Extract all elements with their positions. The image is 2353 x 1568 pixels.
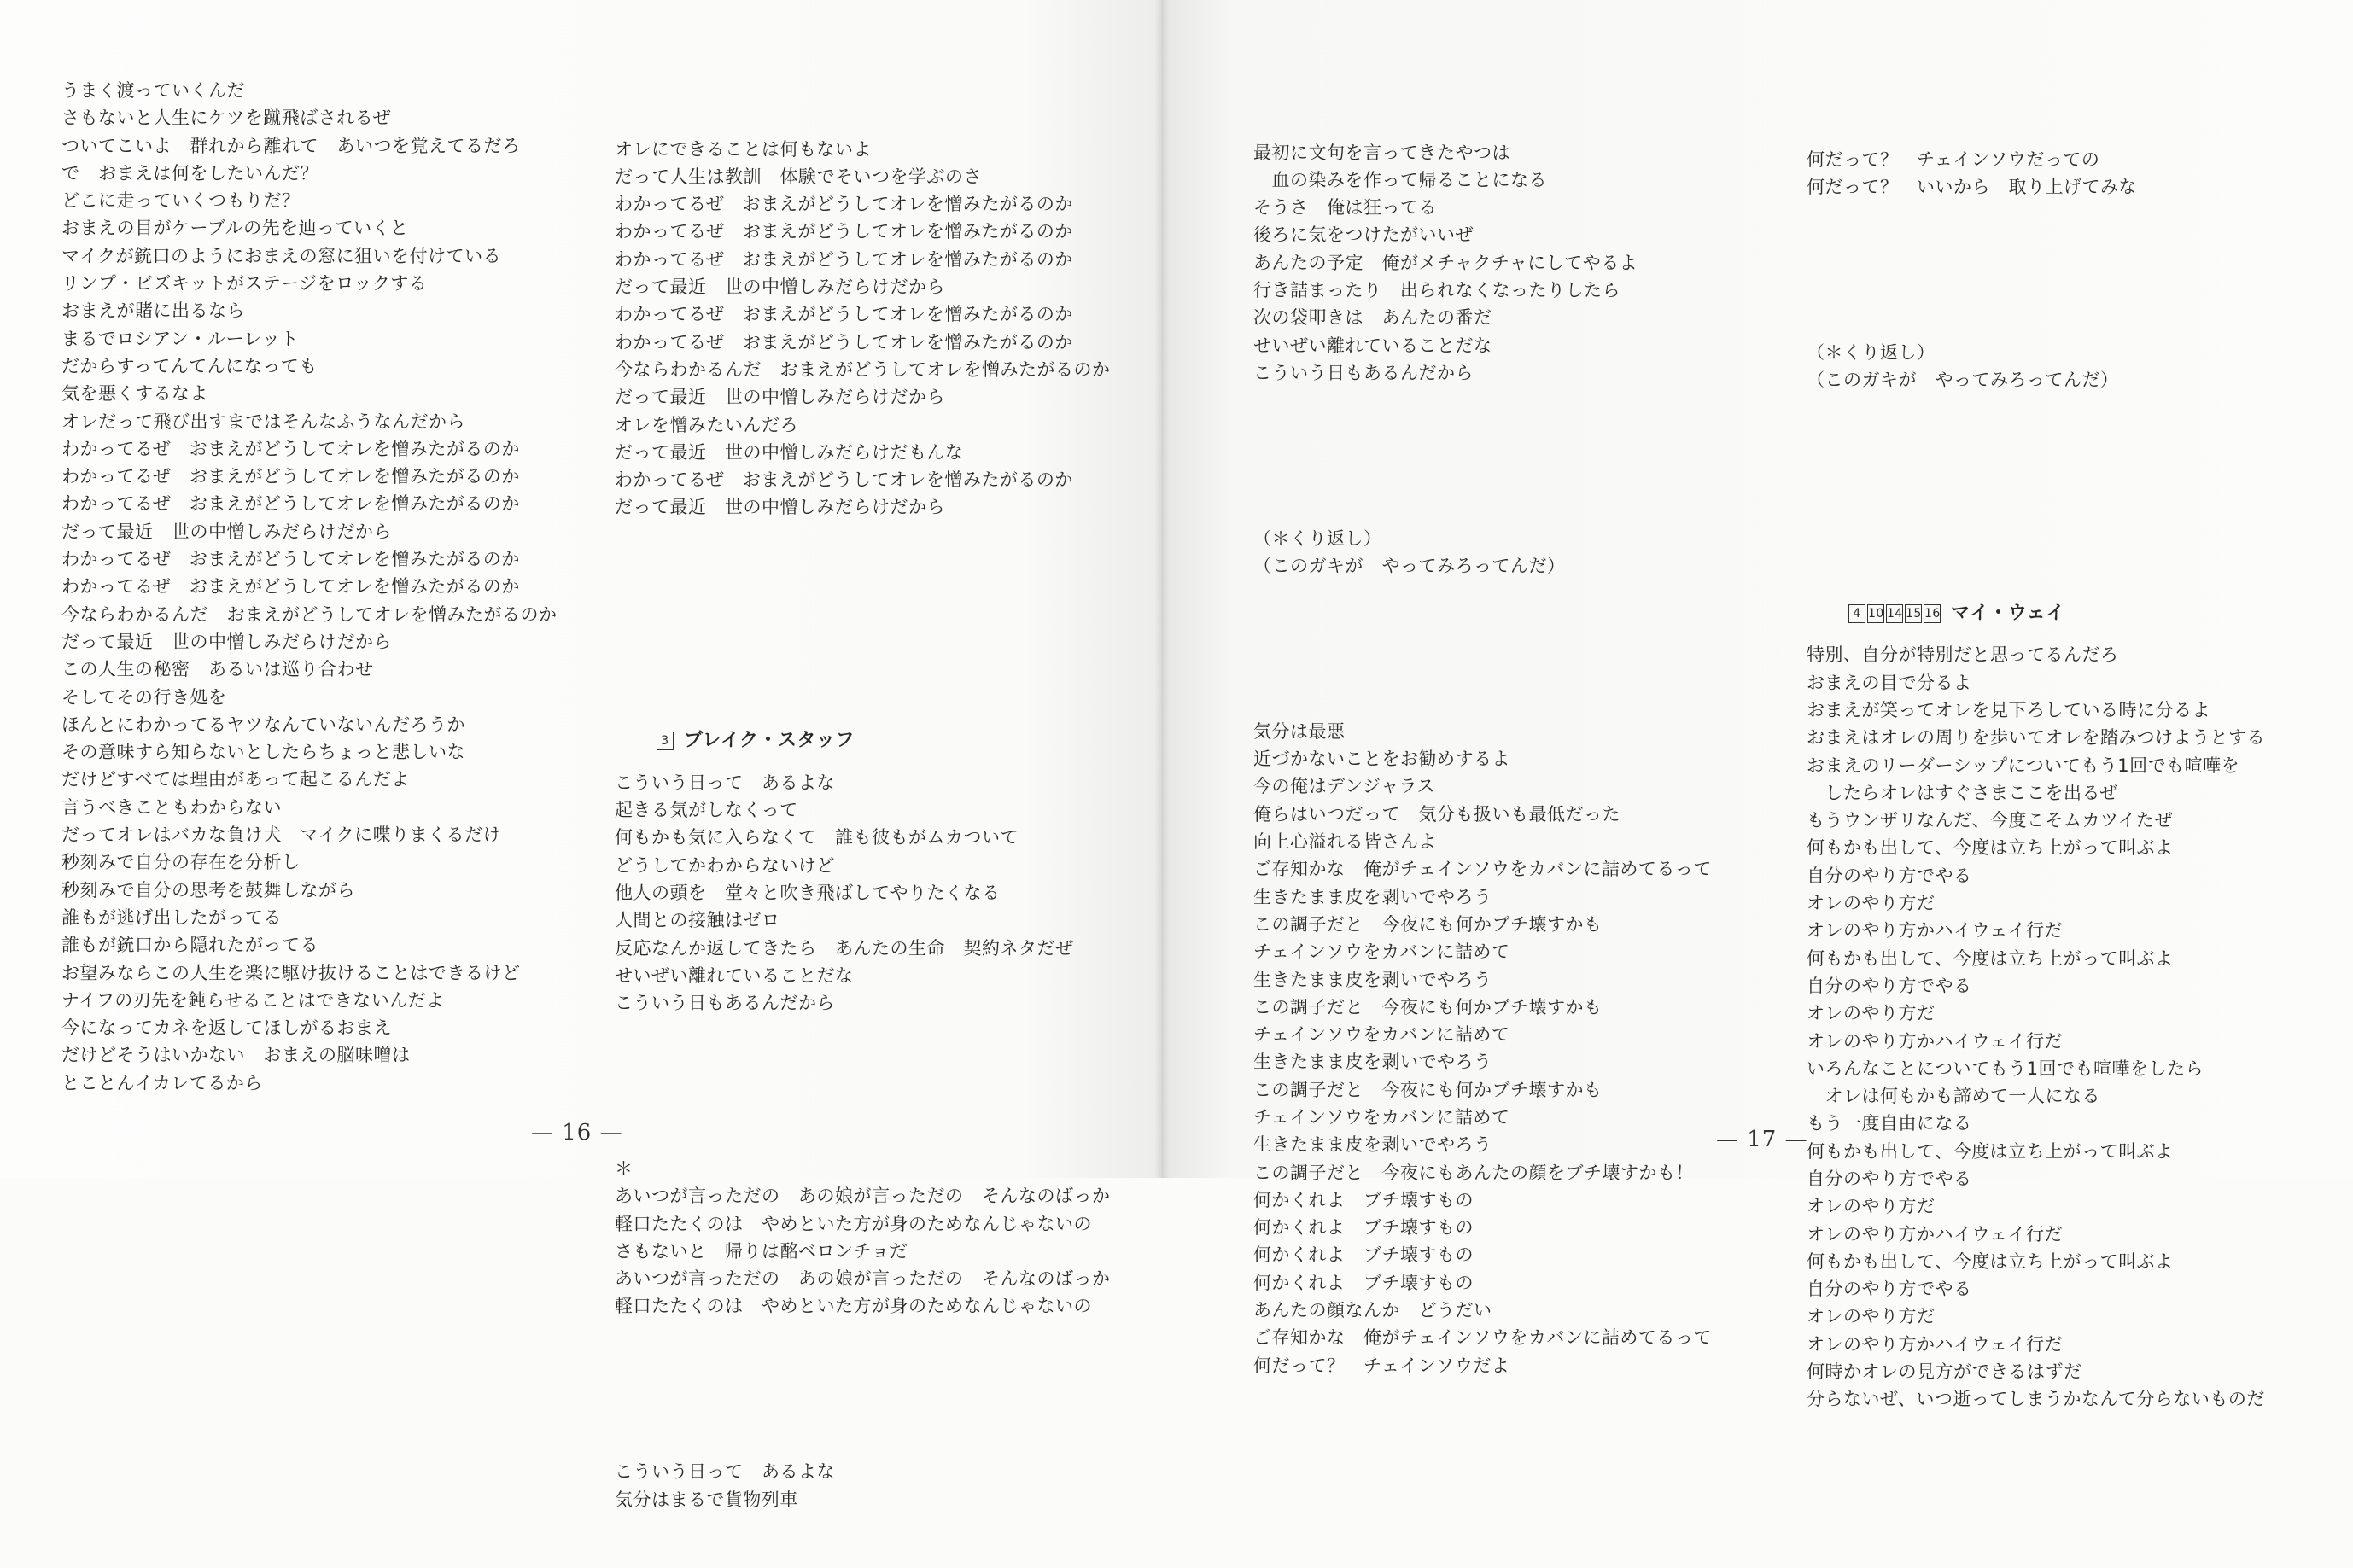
track-number-box: 14 <box>1886 604 1903 623</box>
lyric-line: 言うべきこともわからない <box>61 796 282 818</box>
lyrics-block <box>1807 339 2265 394</box>
lyric-line: 行き詰まったり 出られなくなったりしたら <box>1253 280 1620 301</box>
lyric-line: 俺らはいつだって 気分も扱いも最低だった <box>1253 803 1620 825</box>
lyric-line: 軽口たたくのは やめといた方が身のためなんじゃないの <box>615 1213 1092 1234</box>
lyric-line: 何もかも気に入らなくて 誰も彼もがムカついて <box>615 827 1019 848</box>
lyric-line: もうウンザリなんだ、今度こそムカツイたぜ <box>1807 810 2173 831</box>
lyric-line: 分らないぜ、いつ逝ってしまうかなんて分らないものだ <box>1807 1389 2265 1410</box>
lyric-line: ご存知かな 俺がチェインソウをカバンに詰めてるって <box>1253 1327 1712 1349</box>
lyric-line: わかってるぜ おまえがどうしてオレを憎みたがるのか <box>615 194 1073 215</box>
lyric-line: 最初に文句を言ってきたやつは <box>1253 142 1510 163</box>
lyric-line: そしてその行き処を <box>61 686 227 708</box>
lyric-line: わかってるぜ おまえがどうしてオレを憎みたがるのか <box>615 221 1073 242</box>
lyric-line: いろんなことについてもう1回でも喧嘩をしたら <box>1807 1058 2204 1079</box>
lyric-line: だって最近 世の中憎しみだらけだから <box>615 497 945 518</box>
lyric-line: ナイフの刃先を鈍らせることはできないんだよ <box>61 989 445 1011</box>
lyric-line: さもないと 帰りは酩ベロンチョだ <box>615 1240 908 1262</box>
lyric-line: 今になってカネを返してほしがるおまえ <box>61 1017 392 1039</box>
lyric-line: オレにできることは何もないよ <box>615 138 872 160</box>
lyric-line: おまえの目で分るよ <box>1807 672 1972 693</box>
lyrics-block <box>1253 525 1712 580</box>
lyric-line: まるでロシアン・ルーレット <box>61 328 299 349</box>
track-number-box: 15 <box>1905 604 1922 623</box>
lyric-line: 何もかも出して、今度は立ち上がって叫ぶよ <box>1807 947 2174 969</box>
lyrics-block <box>615 1155 1111 1320</box>
lyric-line: こういう日もあるんだから <box>615 993 835 1014</box>
lyric-line: 次の袋叩きは あんたの番だ <box>1253 307 1492 329</box>
lyric-line: 何時かオレの見方ができるはずだ <box>1807 1361 2082 1383</box>
lyric-line: だってオレはバカな負け犬 マイクに喋りまくるだけ <box>61 825 502 846</box>
lyric-line: おまえはオレの周りを歩いてオレを踏みつけようとする <box>1807 727 2266 749</box>
song-heading-my-way <box>1807 532 2265 624</box>
lyric-line: そうさ 俺は狂ってる <box>1253 197 1437 219</box>
lyric-line: 秒刻みで自分の思考を鼓舞しながら <box>61 879 355 901</box>
lyric-line: だって最近 世の中憎しみだらけだから <box>615 277 945 298</box>
lyric-line: チェインソウをカバンに詰めて <box>1253 1024 1510 1046</box>
lyric-line: 気を悪くするなよ <box>61 383 208 405</box>
lyrics-block <box>1253 718 1712 1379</box>
lyric-line: 反応なんか返してきたら あんたの生命 契約ネタだぜ <box>615 937 1074 959</box>
lyric-line: したらオレはすぐさまここを出るぜ <box>1807 782 2118 803</box>
track-number-box: 4 <box>1848 604 1865 623</box>
lyric-line: 生きたまま皮を剥いでやろう <box>1253 1052 1492 1073</box>
lyric-line: オレのやり方だ <box>1807 893 1936 914</box>
lyric-line: 何だって？ いいから 取り上げてみな <box>1807 176 2137 197</box>
lyric-line: （このガキが やってみろってんだ） <box>1807 369 2119 390</box>
lyric-line: この調子だと 今夜にも何かブチ壊すかも <box>1253 1079 1603 1100</box>
lyric-line: この調子だと 今夜にも何かブチ壊すかも <box>1253 913 1603 935</box>
lyric-line: 向上心溢れる皆さんよ <box>1253 831 1437 853</box>
lyric-line: 何かくれよ ブチ壊すもの <box>1253 1244 1474 1266</box>
lyric-line: 誰もが銃口から隠れたがってる <box>61 935 318 956</box>
page-number-17: — 17 — <box>1716 1127 1808 1152</box>
lyric-line: だけどすべては理由があって起こるんだよ <box>61 769 410 790</box>
lyric-line: おまえが賭に出るなら <box>61 300 245 322</box>
lyric-line: わかってるぜ おまえがどうしてオレを憎みたがるのか <box>61 466 520 487</box>
lyric-line: わかってるぜ おまえがどうしてオレを憎みたがるのか <box>615 304 1073 325</box>
lyric-line: 自分のやり方でやる <box>1807 1168 1972 1189</box>
lyric-line: 起きる気がしなくって <box>615 800 798 821</box>
lyric-line: オレだって飛び出すまではそんなふうなんだから <box>61 411 465 432</box>
lyric-line: こういう日って あるよな <box>615 772 835 793</box>
lyric-line: おまえのリーダーシップについてもう1回でも喧嘩を <box>1807 755 2240 776</box>
lyrics-block <box>615 1458 1111 1513</box>
lyric-line: わかってるぜ おまえがどうしてオレを憎みたがるのか <box>61 493 520 515</box>
lyric-line: わかってるぜ おまえがどうしてオレを憎みたがるのか <box>61 549 520 570</box>
lyric-line: うまく渡っていくんだ <box>61 80 245 101</box>
lyric-line: だって最近 世の中憎しみだらけだから <box>61 521 392 542</box>
page-number-16: — 16 — <box>531 1120 623 1145</box>
lyric-line: こういう日って あるよな <box>615 1461 835 1483</box>
lyric-line: だけどそうはいかない おまえの脳味噌は <box>61 1045 411 1066</box>
lyric-line: オレは何もかも諦めて一人になる <box>1807 1086 2100 1107</box>
song-title: マイ・ウェイ <box>1950 602 2065 624</box>
book-gutter <box>1154 0 1170 1178</box>
lyric-line: とことんイカレてるから <box>61 1072 263 1093</box>
lyric-line: マイクが銃口のようにおまえの窓に狙いを付けている <box>61 245 502 266</box>
lyric-line: オレのやり方かハイウェイ行だ <box>1807 1030 2064 1052</box>
lyric-line: この調子だと 今夜にもあんたの顔をブチ壊すかも！ <box>1253 1162 1694 1183</box>
lyric-line: 気分はまるで貨物列車 <box>615 1489 798 1510</box>
lyric-line: こういう日もあるんだから <box>1253 362 1474 383</box>
track-number-boxes <box>1848 586 1942 641</box>
lyric-line: で おまえは何をしたいんだ？ <box>61 162 318 184</box>
lyric-line: オレのやり方だ <box>1807 1196 1936 1217</box>
lyric-line: 誰もが逃げ出したがってる <box>61 906 282 928</box>
song-heading-break-stuff <box>615 659 1111 752</box>
lyric-line: オレのやり方かハイウェイ行だ <box>1807 1333 2064 1355</box>
lyric-line: オレのやり方だ <box>1807 1003 1936 1024</box>
lyric-line: だって人生は教訓 体験でそいつを学ぶのさ <box>615 166 982 187</box>
lyrics-block <box>1807 146 2265 201</box>
lyric-line: だって最近 世の中憎しみだらけだから <box>61 631 392 652</box>
lyrics-column-3 <box>1253 84 1712 1435</box>
lyric-line: 秒刻みで自分の存在を分析し <box>61 852 301 873</box>
lyric-line: どこに走っていくつもりだ？ <box>61 190 301 212</box>
lyric-line: あいつが言っただの あの娘が言っただの そんなのばっか <box>615 1186 1111 1207</box>
lyrics-block <box>1253 139 1712 388</box>
lyric-line: わかってるぜ おまえがどうしてオレを憎みたがるのか <box>61 576 520 597</box>
lyric-line: ほんとにわかってるヤツなんていないんだろうか <box>61 714 465 735</box>
lyric-line: 何もかも出して、今度は立ち上がって叫ぶよ <box>1807 1250 2174 1272</box>
lyric-line: 他人の頭を 堂々と吹き飛ばしてやりたくなる <box>615 883 1001 904</box>
lyric-line: リンプ・ビズキットがステージをロックする <box>61 273 428 294</box>
lyric-line: 自分のやり方でやる <box>1807 865 1972 886</box>
lyric-line: （＊くり返し） <box>1807 341 1936 363</box>
lyric-line: わかってるぜ おまえがどうしてオレを憎みたがるのか <box>615 248 1073 270</box>
track-number-box: 3 <box>657 714 675 768</box>
lyric-line: （このガキが やってみろってんだ） <box>1253 556 1566 577</box>
lyric-line: この調子だと 今夜にも何かブチ壊すかも <box>1253 996 1603 1017</box>
lyric-line: 近づかないことをお勧めするよ <box>1253 749 1510 770</box>
lyrics-block <box>615 136 1111 522</box>
lyric-line: 何だって？ チェインソウだよ <box>1253 1355 1510 1376</box>
lyric-line: わかってるぜ おまえがどうしてオレを憎みたがるのか <box>61 438 520 459</box>
lyric-line: オレのやり方かハイウェイ行だ <box>1807 920 2064 941</box>
lyric-line: おまえの目がケーブルの先を辿っていくと <box>61 218 409 239</box>
lyric-line: あんたの顔なんか どうだい <box>1253 1300 1492 1321</box>
lyric-line: ご存知かな 俺がチェインソウをカバンに詰めてるって <box>1253 859 1712 880</box>
lyric-line: 何だって？ チェインソウだっての <box>1807 149 2100 170</box>
lyric-line: 気分は最悪 <box>1253 720 1346 742</box>
lyric-line: チェインソウをカバンに詰めて <box>1253 1106 1510 1128</box>
lyric-line: せいぜい離れていることだな <box>615 965 854 986</box>
lyrics-block <box>615 769 1111 1017</box>
lyric-line: 人間との接触はゼロ <box>615 910 780 931</box>
lyric-line: 特別、自分が特別だと思ってるんだろ <box>1807 644 2119 666</box>
lyric-line: オレのやり方かハイウェイ行だ <box>1807 1223 2064 1244</box>
lyric-line: この人生の秘密 あるいは巡り合わせ <box>61 659 374 680</box>
lyric-line: チェインソウをカバンに詰めて <box>1253 941 1510 963</box>
lyrics-column-4 <box>1807 90 2265 1468</box>
lyrics-block <box>1807 641 2265 1413</box>
lyric-line: だって最近 世の中憎しみだらけだもんな <box>615 441 964 463</box>
lyrics-column-1 <box>61 77 558 1097</box>
lyric-line: 自分のやり方でやる <box>1807 975 1972 996</box>
lyric-line: 今ならわかるんだ おまえがどうしてオレを憎みたがるのか <box>61 603 558 625</box>
lyrics-column-2 <box>615 80 1111 1568</box>
lyric-line: 何もかも出して、今度は立ち上がって叫ぶよ <box>1807 1140 2174 1162</box>
lyric-line: 自分のやり方でやる <box>1807 1279 1972 1300</box>
lyric-line: 今ならわかるんだ おまえがどうしてオレを憎みたがるのか <box>615 358 1111 380</box>
lyric-line: ついてこいよ 群れから離れて あいつを覚えてるだろ <box>61 135 521 156</box>
lyric-line: 後ろに気をつけたがいいぜ <box>1253 224 1474 246</box>
lyric-line: その意味すら知らないとしたらちょっと悲しいな <box>61 742 465 763</box>
lyric-line: 何もかも出して、今度は立ち上がって叫ぶよ <box>1807 837 2174 859</box>
lyric-line: 何かくれよ ブチ壊すもの <box>1253 1217 1474 1239</box>
lyric-line: あんたの予定 俺がメチャクチャにしてやるよ <box>1253 252 1638 273</box>
lyric-line: お望みならこの人生を楽に駆け抜けることはできるけど <box>61 962 521 983</box>
lyric-line: オレのやり方だ <box>1807 1306 1936 1327</box>
lyric-line: 何かくれよ ブチ壊すもの <box>1253 1272 1474 1293</box>
song-title: ブレイク・スタッフ <box>683 730 855 752</box>
lyric-line: （＊くり返し） <box>1253 528 1382 549</box>
lyric-line: 生きたまま皮を剥いでやろう <box>1253 969 1492 990</box>
lyric-line: 生きたまま皮を剥いでやろう <box>1253 1134 1492 1156</box>
lyric-line: 今の俺はデンジャラス <box>1253 776 1436 797</box>
lyric-line: さもないと人生にケツを蹴飛ばされるぜ <box>61 108 392 129</box>
lyric-line: 生きたまま皮を剥いでやろう <box>1253 886 1492 907</box>
lyric-line: 血の染みを作って帰ることになる <box>1253 169 1547 190</box>
lyric-line: あいつが言っただの あの娘が言っただの そんなのばっか <box>615 1268 1111 1290</box>
lyric-line: もう一度自由になる <box>1807 1113 1972 1134</box>
lyric-line: ＊ <box>615 1157 634 1179</box>
lyric-line: せいぜい離れていることだな <box>1253 335 1492 356</box>
lyric-line: 何かくれよ ブチ壊すもの <box>1253 1189 1474 1210</box>
lyric-line: わかってるぜ おまえがどうしてオレを憎みたがるのか <box>615 469 1073 491</box>
lyric-line: わかってるぜ おまえがどうしてオレを憎みたがるのか <box>615 331 1073 353</box>
lyric-line: だからすってんてんになっても <box>61 355 318 376</box>
lyric-line: 軽口たたくのは やめといた方が身のためなんじゃないの <box>615 1296 1092 1317</box>
lyric-line: オレを憎みたいんだろ <box>615 414 798 435</box>
track-number-box: 16 <box>1924 604 1941 623</box>
track-number-box: 10 <box>1867 604 1884 623</box>
lyric-line: どうしてかわからないけど <box>615 854 835 876</box>
lyric-line: だって最近 世の中憎しみだらけだから <box>615 387 945 408</box>
lyric-line: おまえが笑ってオレを見下ろしている時に分るよ <box>1807 699 2210 720</box>
